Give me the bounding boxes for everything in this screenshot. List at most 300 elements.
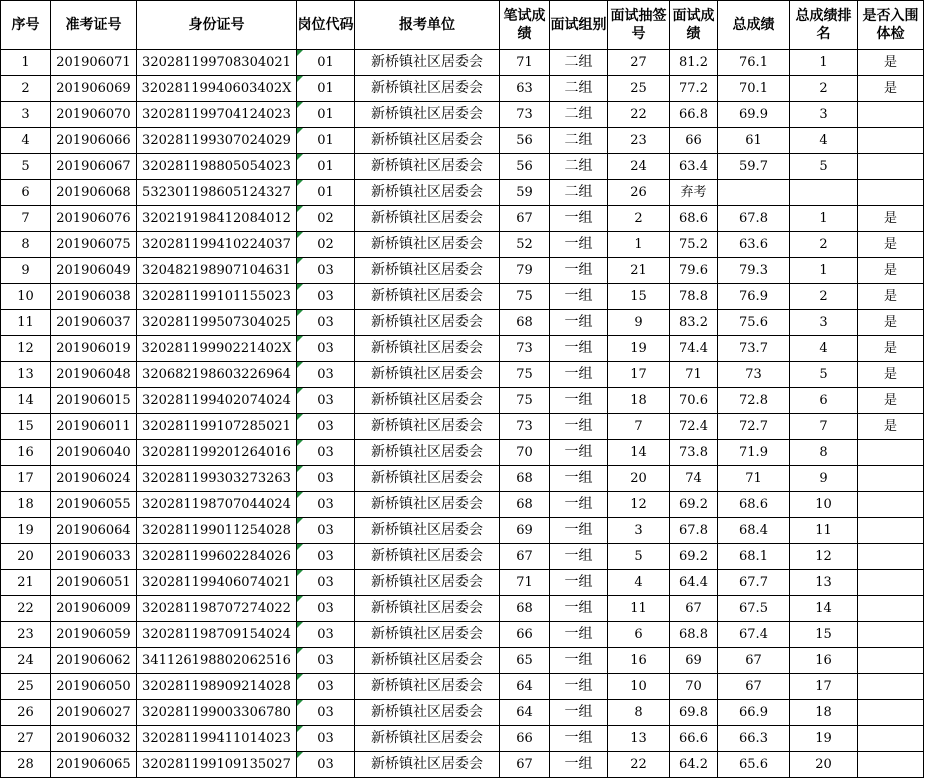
post-code-cell: 01 xyxy=(297,76,355,102)
seq-cell: 25 xyxy=(1,674,51,700)
interview-score-cell: 74 xyxy=(670,466,718,492)
ticket-no-cell: 201906069 xyxy=(51,76,137,102)
unit-cell: 新桥镇社区居委会 xyxy=(355,206,500,232)
interview-score-cell: 69 xyxy=(670,648,718,674)
unit-cell: 新桥镇社区居委会 xyxy=(355,518,500,544)
interview-score-cell: 83.2 xyxy=(670,310,718,336)
written-score-cell: 67 xyxy=(500,752,550,778)
id-no-cell: 320281199411014023 xyxy=(137,726,297,752)
total-score-cell: 66.9 xyxy=(718,700,790,726)
id-no-cell: 320281199708304021 xyxy=(137,50,297,76)
unit-cell: 新桥镇社区居委会 xyxy=(355,50,500,76)
interview-group-cell: 一组 xyxy=(550,310,608,336)
id-no-cell: 320281199307024029 xyxy=(137,128,297,154)
unit-cell: 新桥镇社区居委会 xyxy=(355,284,500,310)
unit-cell: 新桥镇社区居委会 xyxy=(355,180,500,206)
written-score-cell: 66 xyxy=(500,726,550,752)
ticket-no-cell: 201906033 xyxy=(51,544,137,570)
draw-no-cell: 1 xyxy=(608,232,670,258)
table-row xyxy=(1,414,924,440)
total-rank-cell: 4 xyxy=(790,128,858,154)
interview-score-cell: 69.2 xyxy=(670,544,718,570)
interview-score-cell: 75.2 xyxy=(670,232,718,258)
table-row xyxy=(1,570,924,596)
post-code-cell: 01 xyxy=(297,180,355,206)
draw-no-cell: 14 xyxy=(608,440,670,466)
total-score-cell: 76.9 xyxy=(718,284,790,310)
seq-cell: 5 xyxy=(1,154,51,180)
ticket-no-cell: 201906015 xyxy=(51,388,137,414)
unit-cell: 新桥镇社区居委会 xyxy=(355,310,500,336)
header-seq: 序号 xyxy=(1,1,51,50)
shortlisted-cell: 是 xyxy=(858,50,924,76)
seq-cell: 27 xyxy=(1,726,51,752)
total-score-cell: 72.8 xyxy=(718,388,790,414)
total-rank-cell: 6 xyxy=(790,388,858,414)
shortlisted-cell xyxy=(858,440,924,466)
total-rank-cell: 2 xyxy=(790,232,858,258)
post-code-cell: 03 xyxy=(297,336,355,362)
seq-cell: 20 xyxy=(1,544,51,570)
interview-group-cell: 二组 xyxy=(550,50,608,76)
seq-cell: 16 xyxy=(1,440,51,466)
draw-no-cell: 17 xyxy=(608,362,670,388)
shortlisted-cell xyxy=(858,596,924,622)
table-row xyxy=(1,674,924,700)
table-row xyxy=(1,544,924,570)
written-score-cell: 67 xyxy=(500,544,550,570)
post-code-cell: 03 xyxy=(297,440,355,466)
written-score-cell: 75 xyxy=(500,388,550,414)
ticket-no-cell: 201906024 xyxy=(51,466,137,492)
seq-cell: 28 xyxy=(1,752,51,778)
shortlisted-cell xyxy=(858,466,924,492)
written-score-cell: 73 xyxy=(500,336,550,362)
total-score-cell: 67.5 xyxy=(718,596,790,622)
interview-group-cell: 一组 xyxy=(550,466,608,492)
seq-cell: 1 xyxy=(1,50,51,76)
id-no-cell: 320281199704124023 xyxy=(137,102,297,128)
unit-cell: 新桥镇社区居委会 xyxy=(355,128,500,154)
unit-cell: 新桥镇社区居委会 xyxy=(355,102,500,128)
shortlisted-cell xyxy=(858,154,924,180)
post-code-cell: 03 xyxy=(297,726,355,752)
ticket-no-cell: 201906009 xyxy=(51,596,137,622)
total-score-cell: 72.7 xyxy=(718,414,790,440)
written-score-cell: 66 xyxy=(500,622,550,648)
interview-score-cell: 64.4 xyxy=(670,570,718,596)
post-code-cell: 03 xyxy=(297,570,355,596)
seq-cell: 26 xyxy=(1,700,51,726)
post-code-cell: 03 xyxy=(297,466,355,492)
post-code-cell: 03 xyxy=(297,492,355,518)
seq-cell: 6 xyxy=(1,180,51,206)
draw-no-cell: 21 xyxy=(608,258,670,284)
shortlisted-cell xyxy=(858,492,924,518)
unit-cell: 新桥镇社区居委会 xyxy=(355,622,500,648)
header-total-score: 总成绩 xyxy=(718,1,790,50)
shortlisted-cell: 是 xyxy=(858,414,924,440)
shortlisted-cell xyxy=(858,128,924,154)
table-row xyxy=(1,154,924,180)
header-shortlisted: 是否入围体检 xyxy=(858,1,924,50)
id-no-cell: 320281199003306780 xyxy=(137,700,297,726)
total-score-cell: 67.7 xyxy=(718,570,790,596)
written-score-cell: 68 xyxy=(500,596,550,622)
interview-group-cell: 二组 xyxy=(550,154,608,180)
draw-no-cell: 27 xyxy=(608,50,670,76)
ticket-no-cell: 201906064 xyxy=(51,518,137,544)
header-id-no: 身份证号 xyxy=(137,1,297,50)
id-no-cell: 320281199406074021 xyxy=(137,570,297,596)
interview-score-cell: 70.6 xyxy=(670,388,718,414)
unit-cell: 新桥镇社区居委会 xyxy=(355,440,500,466)
total-rank-cell: 5 xyxy=(790,362,858,388)
unit-cell: 新桥镇社区居委会 xyxy=(355,726,500,752)
table-row xyxy=(1,232,924,258)
total-score-cell: 65.6 xyxy=(718,752,790,778)
shortlisted-cell: 是 xyxy=(858,284,924,310)
id-no-cell: 320281199507304025 xyxy=(137,310,297,336)
ticket-no-cell: 201906032 xyxy=(51,726,137,752)
seq-cell: 11 xyxy=(1,310,51,336)
unit-cell: 新桥镇社区居委会 xyxy=(355,648,500,674)
post-code-cell: 03 xyxy=(297,622,355,648)
written-score-cell: 68 xyxy=(500,310,550,336)
table-row xyxy=(1,206,924,232)
written-score-cell: 56 xyxy=(500,154,550,180)
header-ticket-no: 准考证号 xyxy=(51,1,137,50)
unit-cell: 新桥镇社区居委会 xyxy=(355,492,500,518)
table-row xyxy=(1,128,924,154)
interview-group-cell: 一组 xyxy=(550,388,608,414)
total-rank-cell: 1 xyxy=(790,258,858,284)
written-score-cell: 68 xyxy=(500,492,550,518)
unit-cell: 新桥镇社区居委会 xyxy=(355,674,500,700)
interview-score-cell: 64.2 xyxy=(670,752,718,778)
interview-group-cell: 一组 xyxy=(550,726,608,752)
ticket-no-cell: 201906071 xyxy=(51,50,137,76)
draw-no-cell: 18 xyxy=(608,388,670,414)
post-code-cell: 03 xyxy=(297,388,355,414)
seq-cell: 9 xyxy=(1,258,51,284)
post-code-cell: 03 xyxy=(297,544,355,570)
id-no-cell: 320281199101155023 xyxy=(137,284,297,310)
table-row xyxy=(1,518,924,544)
seq-cell: 2 xyxy=(1,76,51,102)
interview-group-cell: 一组 xyxy=(550,700,608,726)
table-row xyxy=(1,284,924,310)
interview-score-cell: 79.6 xyxy=(670,258,718,284)
total-score-cell: 68.4 xyxy=(718,518,790,544)
id-no-cell: 320281199303273263 xyxy=(137,466,297,492)
interview-score-cell: 81.2 xyxy=(670,50,718,76)
total-rank-cell: 12 xyxy=(790,544,858,570)
id-no-cell: 320281199109135027 xyxy=(137,752,297,778)
post-code-cell: 03 xyxy=(297,414,355,440)
post-code-cell: 03 xyxy=(297,258,355,284)
interview-group-cell: 一组 xyxy=(550,648,608,674)
post-code-cell: 03 xyxy=(297,596,355,622)
seq-cell: 12 xyxy=(1,336,51,362)
shortlisted-cell: 是 xyxy=(858,362,924,388)
total-rank-cell: 9 xyxy=(790,466,858,492)
total-rank-cell: 7 xyxy=(790,414,858,440)
total-score-cell: 70.1 xyxy=(718,76,790,102)
ticket-no-cell: 201906075 xyxy=(51,232,137,258)
draw-no-cell: 26 xyxy=(608,180,670,206)
total-rank-cell: 4 xyxy=(790,336,858,362)
interview-group-cell: 一组 xyxy=(550,206,608,232)
table-row xyxy=(1,310,924,336)
total-score-cell: 67 xyxy=(718,674,790,700)
ticket-no-cell: 201906011 xyxy=(51,414,137,440)
post-code-cell: 03 xyxy=(297,362,355,388)
interview-score-cell: 66.8 xyxy=(670,102,718,128)
total-score-cell: 61 xyxy=(718,128,790,154)
table-row xyxy=(1,466,924,492)
id-no-cell: 320281198709154024 xyxy=(137,622,297,648)
interview-group-cell: 一组 xyxy=(550,622,608,648)
total-score-cell: 59.7 xyxy=(718,154,790,180)
interview-group-cell: 一组 xyxy=(550,258,608,284)
total-rank-cell: 14 xyxy=(790,596,858,622)
written-score-cell: 75 xyxy=(500,284,550,310)
shortlisted-cell: 是 xyxy=(858,232,924,258)
shortlisted-cell xyxy=(858,622,924,648)
interview-score-cell: 66.6 xyxy=(670,726,718,752)
interview-score-cell: 73.8 xyxy=(670,440,718,466)
ticket-no-cell: 201906065 xyxy=(51,752,137,778)
header-interview-score: 面试成绩 xyxy=(670,1,718,50)
interview-group-cell: 二组 xyxy=(550,180,608,206)
unit-cell: 新桥镇社区居委会 xyxy=(355,752,500,778)
total-rank-cell: 3 xyxy=(790,310,858,336)
total-rank-cell: 19 xyxy=(790,726,858,752)
interview-score-cell: 69.2 xyxy=(670,492,718,518)
total-rank-cell: 13 xyxy=(790,570,858,596)
draw-no-cell: 12 xyxy=(608,492,670,518)
draw-no-cell: 15 xyxy=(608,284,670,310)
unit-cell: 新桥镇社区居委会 xyxy=(355,232,500,258)
post-code-cell: 03 xyxy=(297,700,355,726)
table-row xyxy=(1,180,924,206)
draw-no-cell: 3 xyxy=(608,518,670,544)
table-row xyxy=(1,76,924,102)
header-row xyxy=(1,1,924,50)
ticket-no-cell: 201906068 xyxy=(51,180,137,206)
draw-no-cell: 23 xyxy=(608,128,670,154)
header-draw-no: 面试抽签号 xyxy=(608,1,670,50)
shortlisted-cell xyxy=(858,752,924,778)
interview-score-cell: 63.4 xyxy=(670,154,718,180)
id-no-cell: 320281199402074024 xyxy=(137,388,297,414)
draw-no-cell: 2 xyxy=(608,206,670,232)
shortlisted-cell xyxy=(858,674,924,700)
total-score-cell: 67 xyxy=(718,648,790,674)
total-score-cell: 67.4 xyxy=(718,622,790,648)
draw-no-cell: 9 xyxy=(608,310,670,336)
interview-score-cell: 69.8 xyxy=(670,700,718,726)
ticket-no-cell: 201906070 xyxy=(51,102,137,128)
unit-cell: 新桥镇社区居委会 xyxy=(355,362,500,388)
interview-score-cell: 77.2 xyxy=(670,76,718,102)
shortlisted-cell: 是 xyxy=(858,258,924,284)
interview-group-cell: 一组 xyxy=(550,518,608,544)
table-row xyxy=(1,388,924,414)
id-no-cell: 320281199011254028 xyxy=(137,518,297,544)
unit-cell: 新桥镇社区居委会 xyxy=(355,466,500,492)
seq-cell: 7 xyxy=(1,206,51,232)
interview-group-cell: 二组 xyxy=(550,76,608,102)
interview-score-cell: 74.4 xyxy=(670,336,718,362)
interview-group-cell: 一组 xyxy=(550,362,608,388)
written-score-cell: 64 xyxy=(500,674,550,700)
ticket-no-cell: 201906066 xyxy=(51,128,137,154)
table-body xyxy=(1,50,924,778)
total-score-cell: 75.6 xyxy=(718,310,790,336)
ticket-no-cell: 201906037 xyxy=(51,310,137,336)
post-code-cell: 01 xyxy=(297,50,355,76)
seq-cell: 17 xyxy=(1,466,51,492)
interview-group-cell: 一组 xyxy=(550,674,608,700)
draw-no-cell: 4 xyxy=(608,570,670,596)
total-score-cell: 66.3 xyxy=(718,726,790,752)
interview-group-cell: 一组 xyxy=(550,414,608,440)
draw-no-cell: 22 xyxy=(608,102,670,128)
draw-no-cell: 11 xyxy=(608,596,670,622)
table-row xyxy=(1,726,924,752)
total-score-cell: 76.1 xyxy=(718,50,790,76)
shortlisted-cell xyxy=(858,726,924,752)
id-no-cell: 32028119990221402X xyxy=(137,336,297,362)
draw-no-cell: 24 xyxy=(608,154,670,180)
total-score-cell: 68.6 xyxy=(718,492,790,518)
shortlisted-cell xyxy=(858,570,924,596)
interview-group-cell: 二组 xyxy=(550,128,608,154)
ticket-no-cell: 201906027 xyxy=(51,700,137,726)
shortlisted-cell: 是 xyxy=(858,206,924,232)
total-rank-cell: 2 xyxy=(790,76,858,102)
post-code-cell: 03 xyxy=(297,674,355,700)
id-no-cell: 320281198909214028 xyxy=(137,674,297,700)
total-rank-cell xyxy=(790,180,858,206)
interview-score-cell: 78.8 xyxy=(670,284,718,310)
seq-cell: 13 xyxy=(1,362,51,388)
total-score-cell: 73.7 xyxy=(718,336,790,362)
interview-score-cell: 70 xyxy=(670,674,718,700)
written-score-cell: 75 xyxy=(500,362,550,388)
ticket-no-cell: 201906067 xyxy=(51,154,137,180)
interview-group-cell: 一组 xyxy=(550,492,608,518)
written-score-cell: 64 xyxy=(500,700,550,726)
total-score-cell: 67.8 xyxy=(718,206,790,232)
post-code-cell: 01 xyxy=(297,128,355,154)
interview-score-cell: 72.4 xyxy=(670,414,718,440)
ticket-no-cell: 201906049 xyxy=(51,258,137,284)
id-no-cell: 320281198707044024 xyxy=(137,492,297,518)
seq-cell: 22 xyxy=(1,596,51,622)
draw-no-cell: 5 xyxy=(608,544,670,570)
total-rank-cell: 11 xyxy=(790,518,858,544)
shortlisted-cell xyxy=(858,648,924,674)
header-interview-group: 面试组别 xyxy=(550,1,608,50)
seq-cell: 21 xyxy=(1,570,51,596)
ticket-no-cell: 201906062 xyxy=(51,648,137,674)
ticket-no-cell: 201906048 xyxy=(51,362,137,388)
total-score-cell: 63.6 xyxy=(718,232,790,258)
interview-score-cell: 68.8 xyxy=(670,622,718,648)
id-no-cell: 320281199410224037 xyxy=(137,232,297,258)
total-score-cell: 69.9 xyxy=(718,102,790,128)
interview-group-cell: 一组 xyxy=(550,596,608,622)
ticket-no-cell: 201906019 xyxy=(51,336,137,362)
id-no-cell: 320281198805054023 xyxy=(137,154,297,180)
id-no-cell: 32028119940603402X xyxy=(137,76,297,102)
total-rank-cell: 15 xyxy=(790,622,858,648)
total-rank-cell: 1 xyxy=(790,50,858,76)
ticket-no-cell: 201906051 xyxy=(51,570,137,596)
interview-group-cell: 一组 xyxy=(550,570,608,596)
interview-group-cell: 一组 xyxy=(550,336,608,362)
table-row xyxy=(1,622,924,648)
seq-cell: 4 xyxy=(1,128,51,154)
post-code-cell: 03 xyxy=(297,752,355,778)
total-score-cell: 71.9 xyxy=(718,440,790,466)
header-unit: 报考单位 xyxy=(355,1,500,50)
seq-cell: 8 xyxy=(1,232,51,258)
shortlisted-cell: 是 xyxy=(858,336,924,362)
table-row xyxy=(1,648,924,674)
table-row xyxy=(1,336,924,362)
unit-cell: 新桥镇社区居委会 xyxy=(355,336,500,362)
written-score-cell: 73 xyxy=(500,414,550,440)
unit-cell: 新桥镇社区居委会 xyxy=(355,596,500,622)
post-code-cell: 03 xyxy=(297,518,355,544)
seq-cell: 24 xyxy=(1,648,51,674)
post-code-cell: 02 xyxy=(297,206,355,232)
ticket-no-cell: 201906055 xyxy=(51,492,137,518)
id-no-cell: 341126198802062516 xyxy=(137,648,297,674)
written-score-cell: 67 xyxy=(500,206,550,232)
written-score-cell: 73 xyxy=(500,102,550,128)
total-rank-cell: 20 xyxy=(790,752,858,778)
seq-cell: 19 xyxy=(1,518,51,544)
shortlisted-cell xyxy=(858,544,924,570)
written-score-cell: 63 xyxy=(500,76,550,102)
unit-cell: 新桥镇社区居委会 xyxy=(355,388,500,414)
total-rank-cell: 16 xyxy=(790,648,858,674)
total-rank-cell: 2 xyxy=(790,284,858,310)
draw-no-cell: 16 xyxy=(608,648,670,674)
table-row xyxy=(1,700,924,726)
unit-cell: 新桥镇社区居委会 xyxy=(355,154,500,180)
interview-score-cell: 67 xyxy=(670,596,718,622)
written-score-cell: 71 xyxy=(500,570,550,596)
id-no-cell: 532301198605124327 xyxy=(137,180,297,206)
total-rank-cell: 3 xyxy=(790,102,858,128)
written-score-cell: 65 xyxy=(500,648,550,674)
total-rank-cell: 5 xyxy=(790,154,858,180)
header-written-score: 笔试成绩 xyxy=(500,1,550,50)
shortlisted-cell xyxy=(858,102,924,128)
post-code-cell: 01 xyxy=(297,102,355,128)
draw-no-cell: 19 xyxy=(608,336,670,362)
total-rank-cell: 10 xyxy=(790,492,858,518)
shortlisted-cell: 是 xyxy=(858,388,924,414)
unit-cell: 新桥镇社区居委会 xyxy=(355,414,500,440)
interview-group-cell: 一组 xyxy=(550,232,608,258)
